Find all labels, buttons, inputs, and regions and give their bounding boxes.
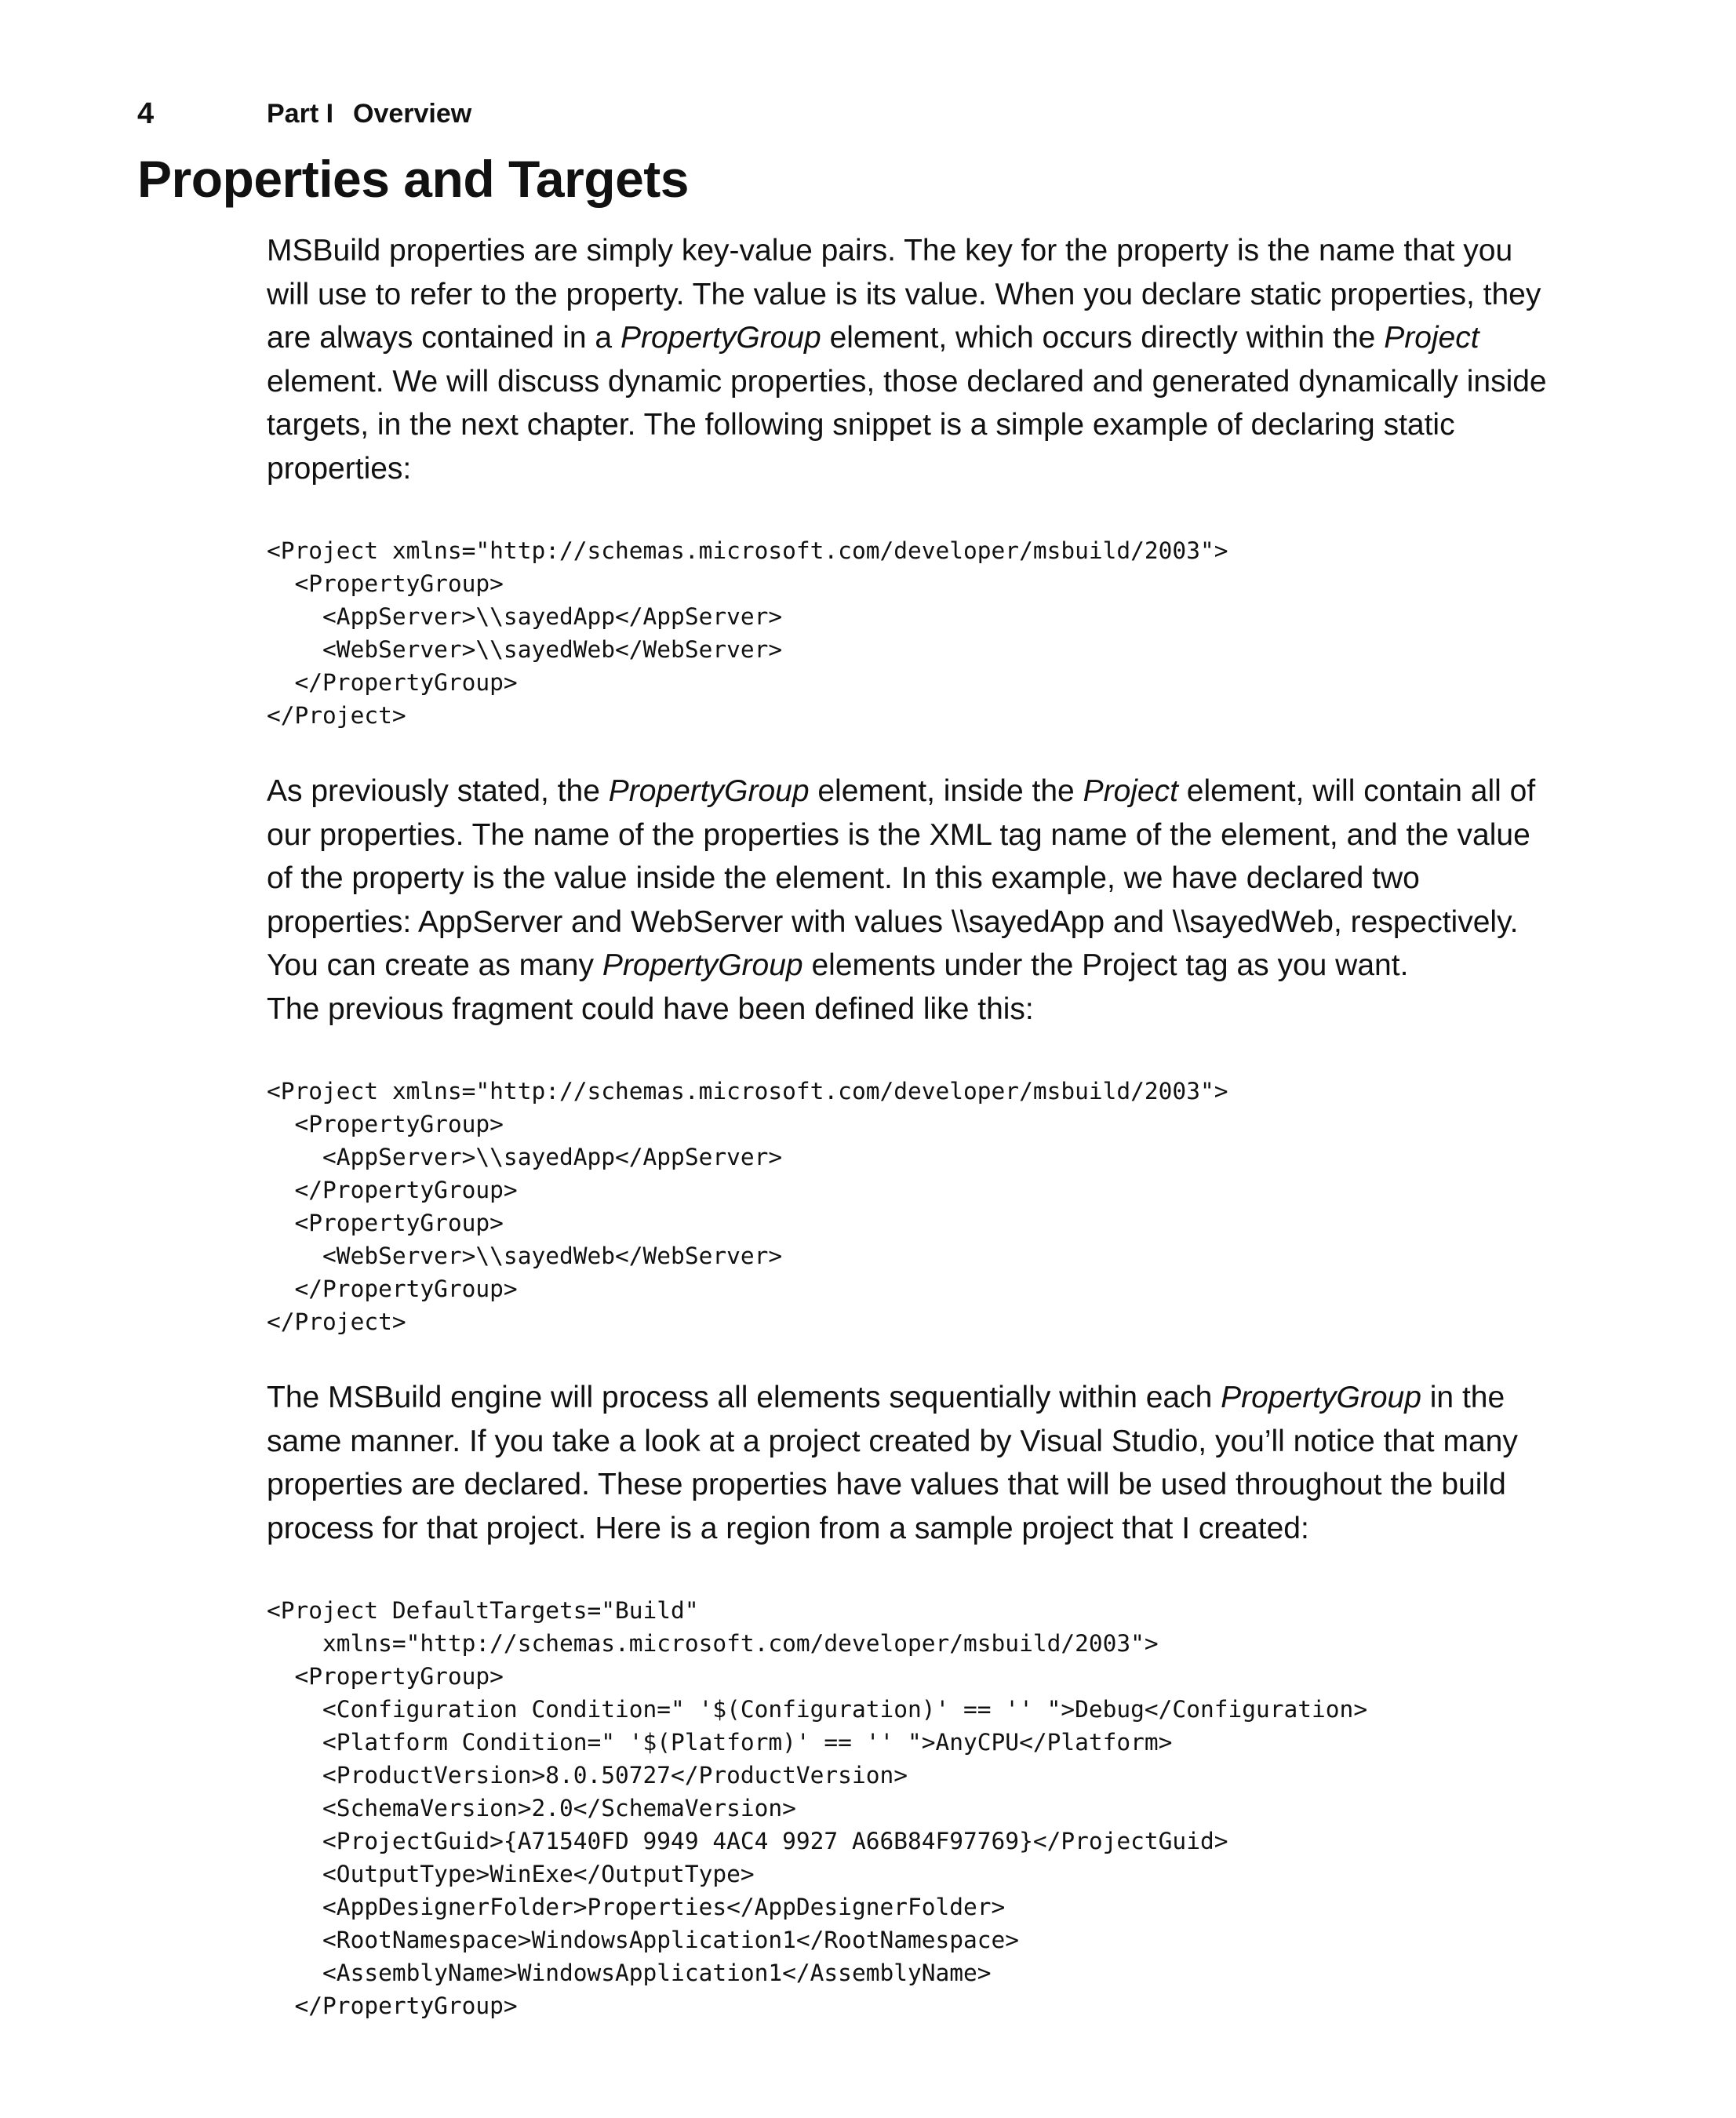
term-project: Project [1083,774,1178,808]
paragraph-msbuild-engine: The MSBuild engine will process all elements sequentially within each PropertyGroup in the same manner. If you take a look at a project created by Visual Studio, you’ll notice that many properties are declared. These properties have values that will be used throughout the build process for that project. Here is a region from a sample project that I created: [267,1381,1518,1545]
term-propertygroup: PropertyGroup [608,774,810,808]
paragraph-previous-fragment: The previous fragment could have been defined like this: [267,992,1034,1026]
term-propertygroup: PropertyGroup [602,948,803,982]
body-content [267,229,1553,2022]
code-snippet-split-propertygroups: <Project xmlns="http://schemas.microsoft.com/developer/msbuild/2003"> <PropertyGroup> <AppServer>\\sayedApp</AppServer> </PropertyGroup> <PropertyGroup> <WebServer>\\sayedWeb</WebServer> </PropertyGroup> </Project> [267,1078,1228,1335]
paragraph-property-intro: MSBuild properties are simply key-value pairs. The key for the property is the name that you will use to refer to the property. The value is its value. When you declare static properties, they are always contained in a PropertyGroup element, which occurs directly within the Project element. We will discuss dynamic properties, those declared and generated dynamically inside targets, in the next chapter. The following snippet is a simple example of declaring static properties: [267,234,1547,486]
part-label: Part I [267,99,334,129]
part-title: Overview [353,99,472,129]
page-number: 4 [137,97,155,130]
section-title: Properties and Targets [137,150,689,208]
term-propertygroup: PropertyGroup [1221,1381,1421,1414]
term-project: Project [1384,321,1479,355]
term-propertygroup: PropertyGroup [620,321,821,355]
paragraph-property-explanation: As previously stated, the PropertyGroup element, inside the Project element, will contain all of our properties. The name of the properties is the XML tag name of the element, and the value of the property is the value inside the element. In this example, we have declared two properties: AppServer and WebServer with values \\sayedApp and \\sayedWeb, respectively. You can create as many PropertyGroup elements under the Project tag as you want. [267,774,1536,982]
code-snippet-visual-studio-project: <Project DefaultTargets="Build" xmlns="http://schemas.microsoft.com/developer/msbuild/2003"> <PropertyGroup> <Configuration Condition=" '$(Configuration)' == '' ">Debug</Configuration> <Platform Condition=" '$(Platform)' == '' ">AnyCPU</Platform> <ProductVersion>8.0.50727</ProductVersion> <SchemaVersion>2.0</SchemaVersion> <ProjectGuid>{A71540FD 9949 4AC4 9927 A66B84F97769}</ProjectGuid> <OutputType>WinExe</OutputType> <AppDesignerFolder>Properties</AppDesignerFolder> <RootNamespace>WindowsApplication1</RootNamespace> <AssemblyName>WindowsApplication1</AssemblyName> </PropertyGroup> [267,1597,1368,2019]
code-snippet-static-properties: <Project xmlns="http://schemas.microsoft.com/developer/msbuild/2003"> <PropertyGroup> <AppServer>\\sayedApp</AppServer> <WebServer>\\sayedWeb</WebServer> </PropertyGroup> </Project> [267,537,1228,729]
